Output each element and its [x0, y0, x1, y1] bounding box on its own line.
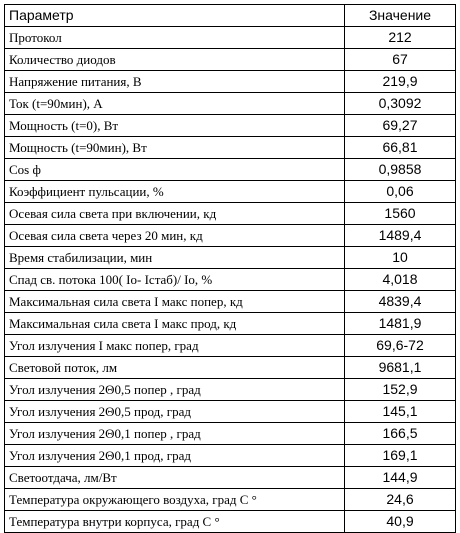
table-row [5, 137, 456, 159]
param-cell: Температура внутри корпуса, град С ° [5, 511, 345, 533]
value-cell: 166,5 [345, 423, 456, 445]
value-cell: 66,81 [345, 137, 456, 159]
param-cell: Угол излучения 2Θ0,1 прод, град [5, 445, 345, 467]
value-cell: 9681,1 [345, 357, 456, 379]
table-row [5, 93, 456, 115]
table-row [5, 159, 456, 181]
table-row [5, 489, 456, 511]
param-cell: Световой поток, лм [5, 357, 345, 379]
table-row [5, 357, 456, 379]
table-row [5, 335, 456, 357]
value-cell: 0,9858 [345, 159, 456, 181]
table-row [5, 445, 456, 467]
value-cell: 169,1 [345, 445, 456, 467]
param-cell: Коэффициент пульсации, % [5, 181, 345, 203]
table-body [5, 27, 456, 533]
param-cell: Светоотдача, лм/Вт [5, 467, 345, 489]
value-cell: 145,1 [345, 401, 456, 423]
param-cell: Максимальная сила света I макс прод, кд [5, 313, 345, 335]
value-cell: 1489,4 [345, 225, 456, 247]
value-cell: 144,9 [345, 467, 456, 489]
value-cell: 0,06 [345, 181, 456, 203]
value-cell: 40,9 [345, 511, 456, 533]
value-cell: 0,3092 [345, 93, 456, 115]
value-cell: 69,27 [345, 115, 456, 137]
table-row [5, 115, 456, 137]
table-row [5, 423, 456, 445]
param-cell: Угол излучения 2Θ0,5 прод, град [5, 401, 345, 423]
table-row [5, 401, 456, 423]
param-cell: Угол излучения 2Θ0,5 попер , град [5, 379, 345, 401]
param-cell: Температура окружающего воздуха, град С ° [5, 489, 345, 511]
table-row [5, 247, 456, 269]
value-cell: 24,6 [345, 489, 456, 511]
table-row [5, 511, 456, 533]
value-cell: 1481,9 [345, 313, 456, 335]
param-cell: Спад св. потока 100( Io- Iстаб)/ Io, % [5, 269, 345, 291]
header-value: Значение [345, 5, 456, 27]
param-cell: Угол излучения 2Θ0,1 попер , град [5, 423, 345, 445]
param-cell: Напряжение питания, В [5, 71, 345, 93]
param-cell: Cos ф [5, 159, 345, 181]
header-param: Параметр [5, 5, 345, 27]
param-cell: Протокол [5, 27, 345, 49]
param-cell: Время стабилизации, мин [5, 247, 345, 269]
param-cell: Мощность (t=90мин), Вт [5, 137, 345, 159]
value-cell: 152,9 [345, 379, 456, 401]
table-header-row [5, 5, 456, 27]
table-row [5, 49, 456, 71]
value-cell: 219,9 [345, 71, 456, 93]
value-cell: 4,018 [345, 269, 456, 291]
table-row [5, 269, 456, 291]
table-row [5, 181, 456, 203]
parameters-table [4, 4, 456, 533]
table-row [5, 379, 456, 401]
param-cell: Количество диодов [5, 49, 345, 71]
param-cell: Угол излучения I макс попер, град [5, 335, 345, 357]
table-row [5, 27, 456, 49]
param-cell: Максимальная сила света I макс попер, кд [5, 291, 345, 313]
value-cell: 67 [345, 49, 456, 71]
table-row [5, 225, 456, 247]
value-cell: 212 [345, 27, 456, 49]
param-cell: Ток (t=90мин), А [5, 93, 345, 115]
table-row [5, 71, 456, 93]
value-cell: 10 [345, 247, 456, 269]
value-cell: 69,6-72 [345, 335, 456, 357]
param-cell: Осевая сила света через 20 мин, кд [5, 225, 345, 247]
table-row [5, 467, 456, 489]
param-cell: Осевая сила света при включении, кд [5, 203, 345, 225]
param-cell: Мощность (t=0), Вт [5, 115, 345, 137]
value-cell: 4839,4 [345, 291, 456, 313]
table-row [5, 313, 456, 335]
value-cell: 1560 [345, 203, 456, 225]
table-row [5, 291, 456, 313]
table-row [5, 203, 456, 225]
